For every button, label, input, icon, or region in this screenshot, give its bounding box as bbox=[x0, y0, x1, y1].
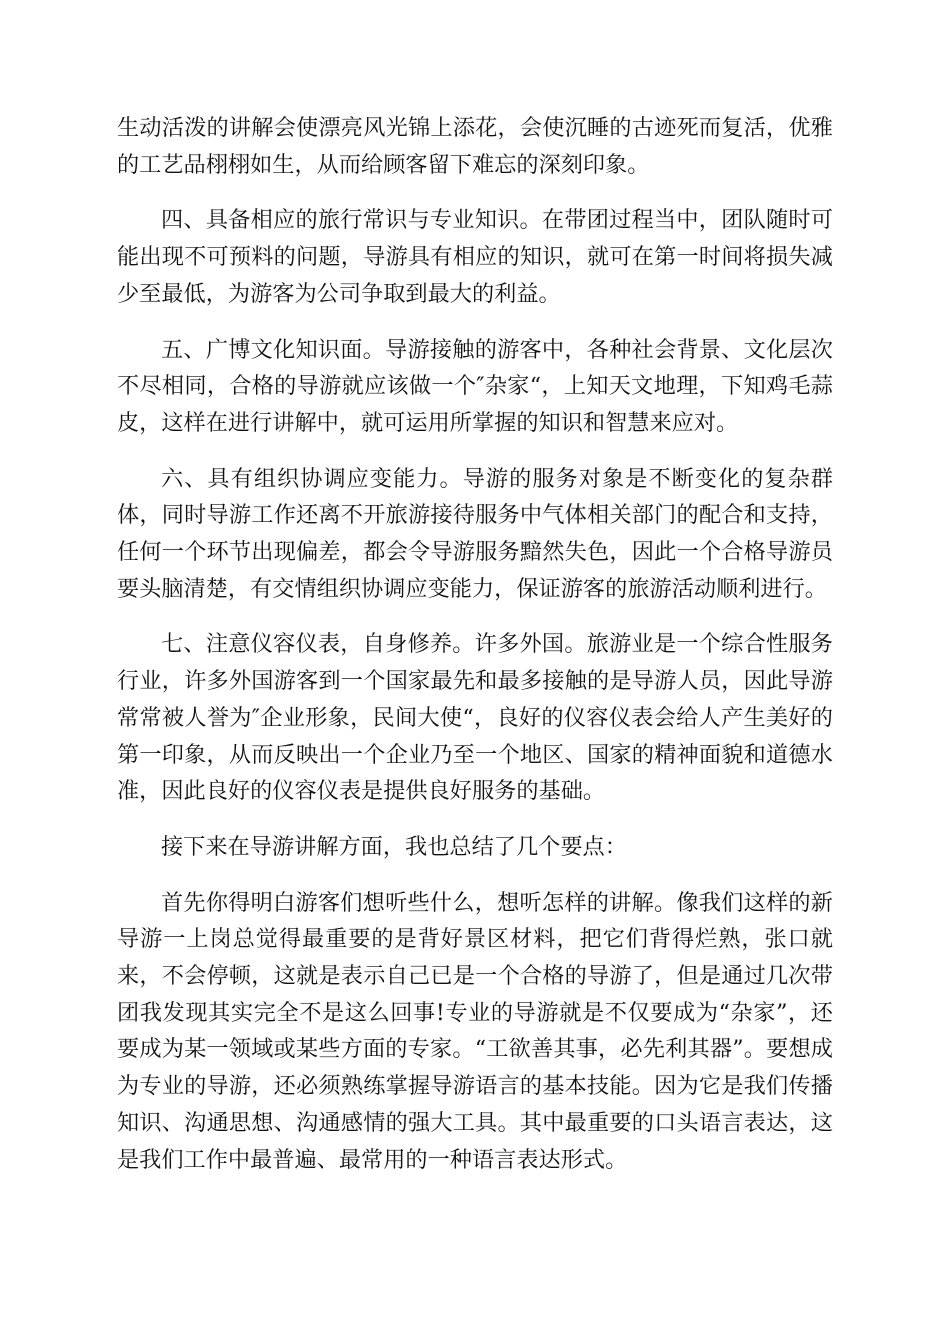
paragraph-travel-knowledge: 四、具备相应的旅行常识与专业知识。在带团过程当中，团队随时可能出现不可预料的问题，导游具有相应的知识，就可在第一时间将损失减少至最低，为游客为公司争取到最大的利益。 bbox=[117, 207, 833, 307]
paragraph-continuation: 生动活泼的讲解会使漂亮风光锦上添花，会使沉睡的古迹死而复活，优雅的工艺品栩栩如生，从而给顾客留下难忘的深刻印象。 bbox=[117, 115, 833, 178]
document-body bbox=[117, 110, 833, 1197]
paragraph-cultural-knowledge: 五、广博文化知识面。导游接触的游客中，各种社会背景、文化层次不尽相同，合格的导游就应该做一个″杂家“，上知天文地理，下知鸡毛蒜皮，这样在进行讲解中，就可运用所掌握的知识和智慧来应对。 bbox=[117, 336, 833, 436]
paragraph-coordination-ability: 六、具有组织协调应变能力。导游的服务对象是不断变化的复杂群体，同时导游工作还离不开旅游接待服务中气体相关部门的配合和支持，任何一个环节出现偏差，都会令导游服务黯然失色，因此一个合格导游员要头脑清楚，有交情组织协调应变能力，保证游客的旅游活动顺利进行。 bbox=[117, 465, 833, 602]
paragraph-explanation-intro: 接下来在导游讲解方面，我也总结了几个要点： bbox=[161, 833, 627, 860]
paragraph-explanation-first-point: 首先你得明白游客们想听些什么，想听怎样的讲解。像我们这样的新导游一上岗总觉得最重要的是背好景区材料，把它们背得烂熟，张口就来，不会停顿，这就是表示自己已是一个合格的导游了，但是通过几次带团我发现其实完全不是这么回事!专业的导游就是不仅要成为“杂家”，还要成为某一领域或某些方面的专家。“工欲善其事，必先利其器”。要想成为专业的导游，还必须熟练掌握导游语言的基本技能。因为它是我们传播知识、沟通思想、沟通感情的强大工具。其中最重要的口头语言表达，这是我们工作中最普遍、最常用的一种语言表达形式。 bbox=[117, 889, 833, 1173]
paragraph-appearance: 七、注意仪容仪表，自身修养。许多外国。旅游业是一个综合性服务行业，许多外国游客到一个国家最先和最多接触的是导游人员，因此导游常常被人誉为″企业形象，民间大使“，良好的仪容仪表会给人产生美好的第一印象，从而反映出一个企业乃至一个地区、国家的精神面貌和道德水准，因此良好的仪容仪表是提供良好服务的基础。 bbox=[117, 631, 833, 805]
